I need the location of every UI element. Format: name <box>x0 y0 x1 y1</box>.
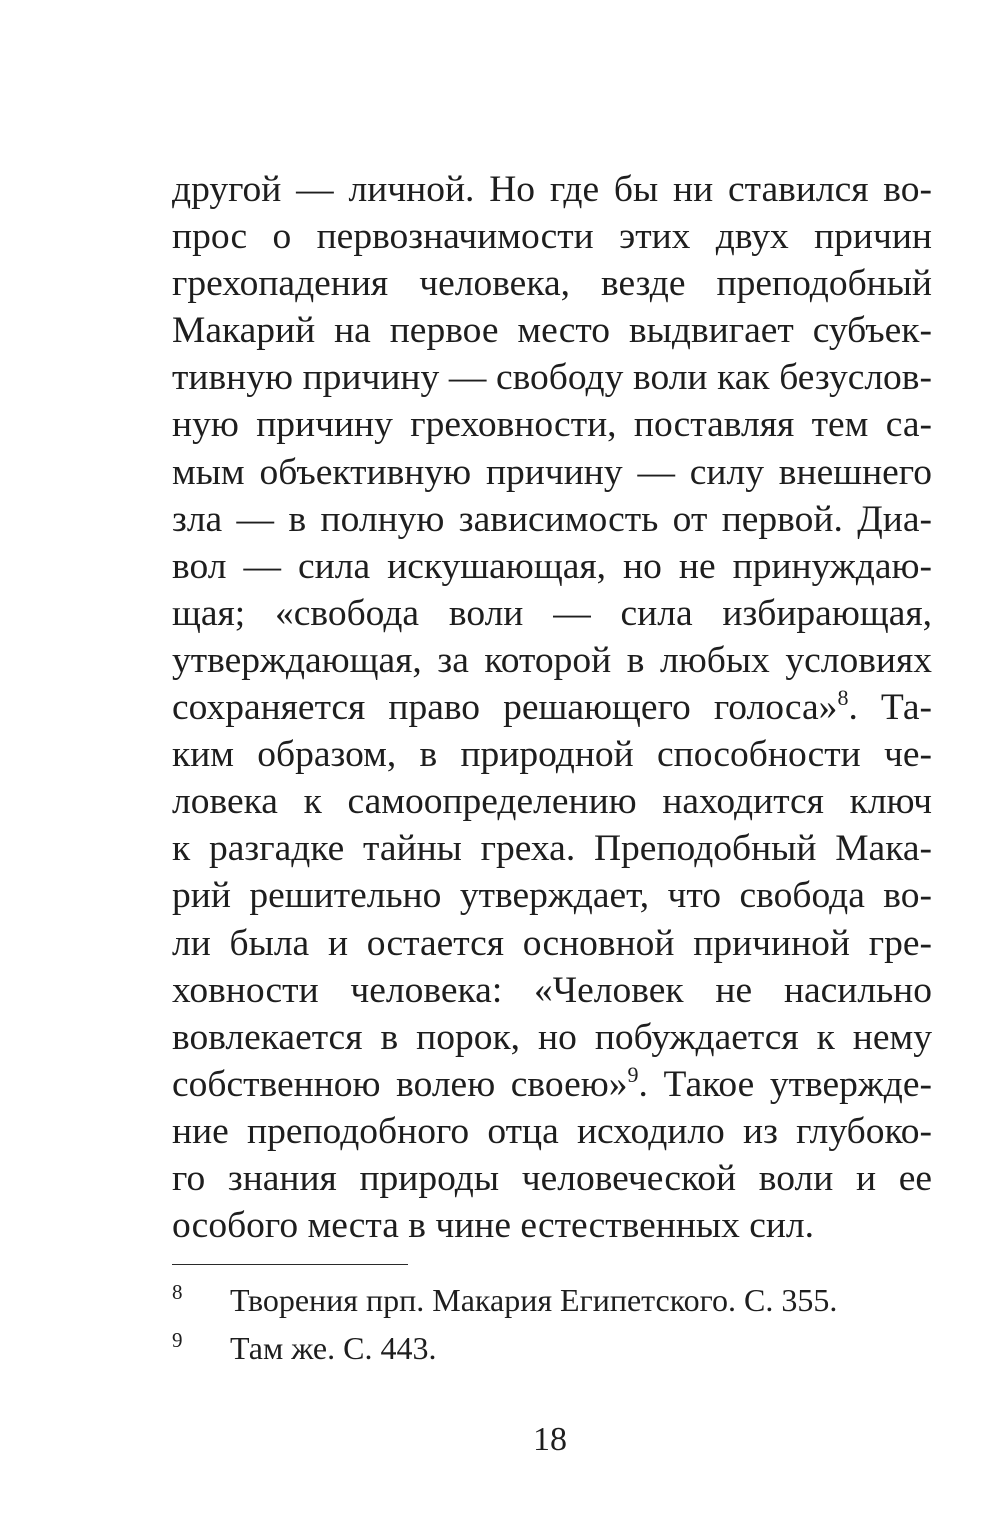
footnote-8 <box>172 1279 932 1327</box>
text-line-15: к разгадке тайны греха. Преподобный Мака- <box>172 828 932 870</box>
text-line-6: ную причину греховности, поставляя тем са- <box>172 404 932 446</box>
footnote-separator <box>172 1264 408 1265</box>
footnote-text: Творения прп. Макария Египетского. С. 355. <box>230 1282 838 1318</box>
footnote-ref-8: 8 <box>837 685 849 711</box>
text-line-10: щая; «свобода воли — сила избирающая, <box>172 592 932 634</box>
text-line-22: го знания природы человеческой воли и ее <box>172 1157 932 1199</box>
footnote-text: Там же. С. 443. <box>230 1330 437 1366</box>
text-line-21: ние преподобного отца исходило из глубоко- <box>172 1110 932 1152</box>
footnotes-block <box>172 1279 932 1375</box>
text-line-19: вовлекается в порок, но побуждается к нему <box>172 1016 932 1058</box>
text-line-1: другой — личной. Но где бы ни ставился во- <box>172 169 932 210</box>
text-line-5: тивную причину — свободу воли как безуслов- <box>172 357 932 399</box>
text-line-8: зла — в полную зависимость от первой. Диа- <box>172 498 932 540</box>
text-line-3: грехопадения человека, везде преподобный <box>172 263 932 305</box>
footnote-number: 9 <box>172 1328 183 1352</box>
footnote-9 <box>172 1327 932 1375</box>
text-line-20-suffix: . Такое утвержде- <box>638 1063 932 1105</box>
text-line-20 <box>172 1061 932 1108</box>
footnote-ref-9: 9 <box>627 1061 639 1087</box>
text-line-11: утверждающая, за которой в любых условиях <box>172 639 932 681</box>
text-line-4: Макарий на первое место выдвигает субъек- <box>172 310 932 352</box>
text-line-16: рий решительно утверждает, что свобода во- <box>172 875 932 917</box>
text-line-12-main: сохраняется право решающего голоса» <box>172 687 838 729</box>
text-line-7: мым объективную причину — силу внешнего <box>172 451 932 493</box>
text-line-2: прос о первозначимости этих двух причин <box>172 216 932 258</box>
main-text-block <box>172 166 932 1249</box>
footnote-number: 8 <box>172 1280 183 1304</box>
text-line-14: ловека к самоопределению находится ключ <box>172 781 932 823</box>
page-number: 18 <box>533 1421 567 1458</box>
text-line-9: вол — сила искушающая, но не принуждаю- <box>172 545 932 587</box>
text-line-12 <box>172 684 932 731</box>
text-line-12-suffix: . Та- <box>848 687 932 729</box>
text-line-18: ховности человека: «Человек не насильно <box>172 969 932 1011</box>
text-line-20-main: собственною волею своею» <box>172 1063 628 1105</box>
text-line-17: ли была и остается основной причиной гре- <box>172 922 932 964</box>
text-line-23: особого места в чине естественных сил. <box>172 1205 815 1247</box>
text-line-13: ким образом, в природной способности че- <box>172 734 932 776</box>
